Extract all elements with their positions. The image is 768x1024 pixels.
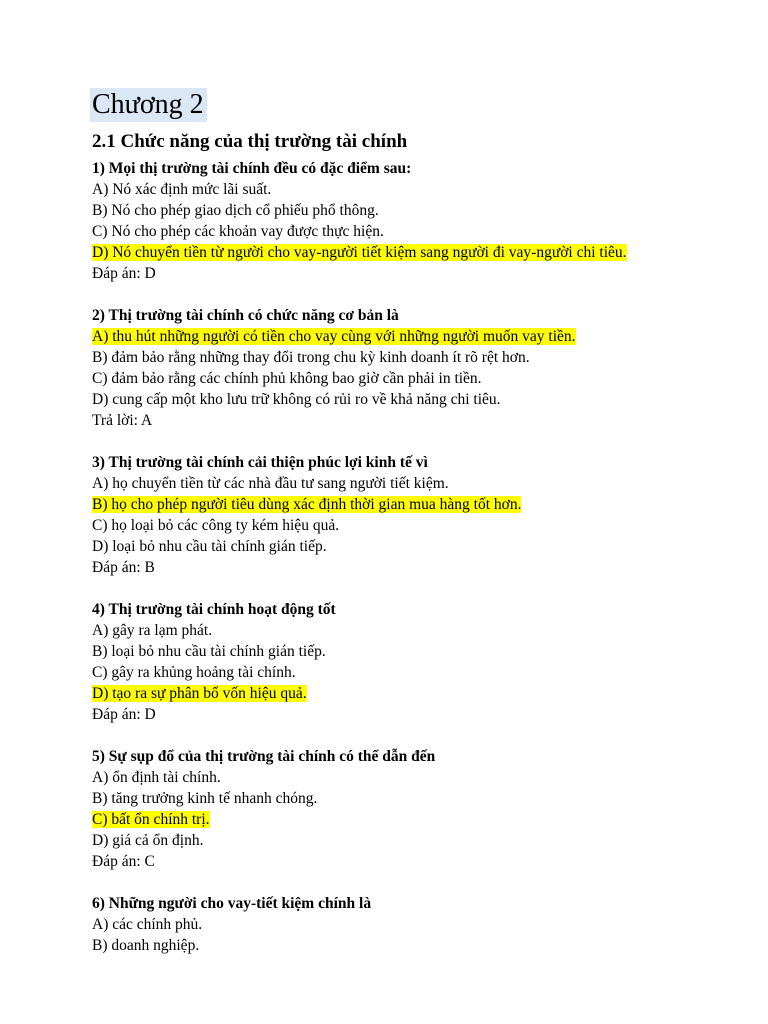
option-b: B) Nó cho phép giao dịch cổ phiếu phổ thông. bbox=[92, 202, 379, 219]
option-b: B) doanh nghiệp. bbox=[92, 937, 200, 954]
option-c-highlighted: C) bất ổn chính trị. bbox=[92, 811, 210, 828]
question-3 bbox=[92, 452, 732, 578]
option-d: D) giá cả ổn định. bbox=[92, 832, 204, 849]
answer-line: Trả lời: A bbox=[92, 412, 153, 429]
option-a: A) họ chuyển tiền từ các nhà đầu tư sang người tiết kiệm. bbox=[92, 475, 449, 492]
question-title: 4) Thị trường tài chính hoạt động tốt bbox=[92, 601, 336, 618]
question-4 bbox=[92, 599, 732, 725]
option-b-highlighted: B) họ cho phép người tiêu dùng xác định thời gian mua hàng tốt hơn. bbox=[92, 496, 522, 513]
question-2 bbox=[92, 305, 732, 431]
answer-line: Đáp án: C bbox=[92, 853, 155, 870]
option-c: C) đảm bảo rằng các chính phủ không bao giờ cần phải in tiền. bbox=[92, 370, 482, 387]
document-page bbox=[92, 88, 732, 956]
spacer bbox=[92, 284, 732, 305]
question-title: 3) Thị trường tài chính cải thiện phúc lợi kinh tế vì bbox=[92, 454, 428, 471]
answer-line: Đáp án: D bbox=[92, 706, 156, 723]
answer-line: Đáp án: B bbox=[92, 559, 155, 576]
question-title: 2) Thị trường tài chính có chức năng cơ bản là bbox=[92, 307, 399, 324]
question-title: 1) Mọi thị trường tài chính đều có đặc điểm sau: bbox=[92, 160, 412, 177]
spacer bbox=[92, 431, 732, 452]
option-a: A) gây ra lạm phát. bbox=[92, 622, 213, 639]
option-d-highlighted: D) tạo ra sự phân bổ vốn hiệu quả. bbox=[92, 685, 307, 702]
option-b: B) loại bỏ nhu cầu tài chính gián tiếp. bbox=[92, 643, 326, 660]
option-a: A) các chính phủ. bbox=[92, 916, 203, 933]
option-a-highlighted: A) thu hút những người có tiền cho vay cùng với những người muốn vay tiền. bbox=[92, 328, 576, 345]
spacer bbox=[92, 872, 732, 893]
option-c: C) gây ra khủng hoảng tài chính. bbox=[92, 664, 296, 681]
spacer bbox=[92, 725, 732, 746]
option-d: D) loại bỏ nhu cầu tài chính gián tiếp. bbox=[92, 538, 327, 555]
answer-line: Đáp án: D bbox=[92, 265, 156, 282]
chapter-title: Chương 2 bbox=[90, 88, 207, 122]
spacer bbox=[92, 578, 732, 599]
option-d: D) cung cấp một kho lưu trữ không có rủi ro về khả năng chi tiêu. bbox=[92, 391, 501, 408]
option-a: A) ổn định tài chính. bbox=[92, 769, 221, 786]
question-6 bbox=[92, 893, 732, 956]
option-b: B) đảm bảo rằng những thay đổi trong chu kỳ kinh doanh ít rõ rệt hơn. bbox=[92, 349, 530, 366]
question-title: 6) Những người cho vay-tiết kiệm chính là bbox=[92, 895, 372, 912]
option-a: A) Nó xác định mức lãi suất. bbox=[92, 181, 272, 198]
section-title: 2.1 Chức năng của thị trường tài chính bbox=[92, 131, 408, 152]
question-title: 5) Sự sụp đổ của thị trường tài chính có thể dẫn đến bbox=[92, 748, 436, 765]
option-d-highlighted: D) Nó chuyển tiền từ người cho vay-người tiết kiệm sang người đi vay-người chi tiêu. bbox=[92, 244, 627, 261]
question-5 bbox=[92, 746, 732, 872]
question-1 bbox=[92, 158, 732, 284]
option-c: C) Nó cho phép các khoản vay được thực hiện. bbox=[92, 223, 384, 240]
option-b: B) tăng trưởng kinh tế nhanh chóng. bbox=[92, 790, 318, 807]
option-c: C) họ loại bỏ các công ty kém hiệu quả. bbox=[92, 517, 340, 534]
